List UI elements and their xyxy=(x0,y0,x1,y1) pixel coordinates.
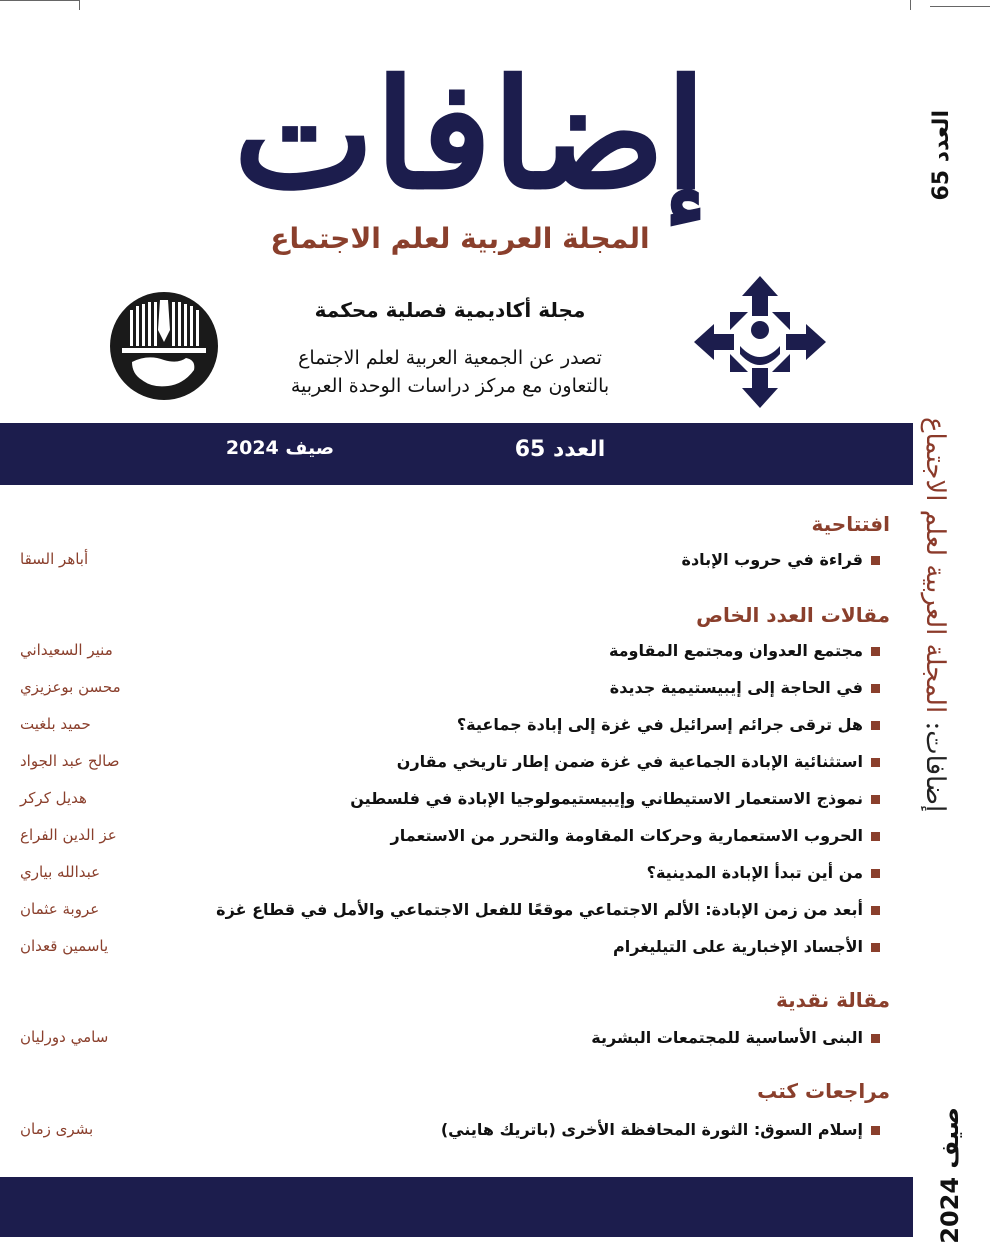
entry-title: نموذج الاستعمار الاستيطاني وإيبيستيمولوجيا الإبادة في فلسطين xyxy=(350,789,863,808)
toc-entry xyxy=(0,789,900,815)
entry-author: أباهر السقا xyxy=(20,550,89,568)
spine-issue xyxy=(906,110,976,201)
publisher-line-2: بالتعاون مع مركز دراسات الوحدة العربية xyxy=(290,375,610,397)
entry-title: في الحاجة إلى إيبيستيمية جديدة xyxy=(609,678,863,697)
spine-journal-name xyxy=(910,405,960,825)
journal-subtitle: المجلة العربية لعلم الاجتماع xyxy=(270,222,650,255)
bullet-icon xyxy=(871,943,880,952)
bullet-icon xyxy=(871,1126,880,1135)
entry-author: منير السعيداني xyxy=(20,641,113,659)
entry-author: عز الدين الفراع xyxy=(20,826,117,844)
publisher-seal-icon xyxy=(108,290,220,402)
entry-author: عبدالله بياري xyxy=(20,863,101,881)
toc-entry xyxy=(0,937,900,963)
bullet-icon xyxy=(871,795,880,804)
bullet-icon xyxy=(871,1034,880,1043)
entry-title: الأجساد الإخبارية على التيليغرام xyxy=(613,937,863,956)
entry-author: بشرى زمان xyxy=(20,1120,94,1138)
section-title: مقالة نقدية xyxy=(776,988,890,1012)
issue-number: العدد 65 xyxy=(514,437,606,462)
toc-entry xyxy=(0,1028,900,1054)
journal-title: إضافات xyxy=(233,47,707,223)
spine-issue-text: العدد 65 xyxy=(928,110,954,201)
bullet-icon xyxy=(871,758,880,767)
entry-author: صالح عبد الجواد xyxy=(20,752,120,770)
spine-season-text: صيف 2024 xyxy=(936,1106,964,1244)
bullet-icon xyxy=(871,556,880,565)
entry-title: الحروب الاستعمارية وحركات المقاومة والتحرر من الاستعمار xyxy=(390,826,863,845)
section-title: مراجعات كتب xyxy=(757,1079,890,1103)
entry-author: ياسمين قعدان xyxy=(20,937,109,955)
entry-title: هل ترقى جرائم إسرائيل في غزة إلى إبادة جماعية؟ xyxy=(456,715,863,734)
bullet-icon xyxy=(871,832,880,841)
spine-name-part2: المجلة العربية لعلم الاجتماع xyxy=(920,417,950,714)
toc-entry xyxy=(0,641,900,667)
section-title: مقالات العدد الخاص xyxy=(696,603,890,627)
entry-title: من أين تبدأ الإبادة المدينية؟ xyxy=(646,863,863,882)
toc-entry xyxy=(0,678,900,704)
toc-entry xyxy=(0,752,900,778)
crop-mark xyxy=(0,0,80,1)
toc-entry xyxy=(0,715,900,741)
spine-season xyxy=(936,1100,964,1250)
bullet-icon xyxy=(871,721,880,730)
journal-info xyxy=(260,298,640,400)
bullet-icon xyxy=(871,869,880,878)
entry-author: عروبة عثمان xyxy=(20,900,100,918)
entry-author: محسن بوعزيزي xyxy=(20,678,121,696)
entry-title: مجتمع العدوان ومجتمع المقاومة xyxy=(608,641,863,660)
section-title: افتتاحية xyxy=(811,512,890,536)
association-emblem-icon xyxy=(690,272,830,412)
journal-logo xyxy=(200,47,740,223)
bullet-icon xyxy=(871,647,880,656)
toc-entry xyxy=(0,550,900,576)
entry-title: قراءة في حروب الإبادة xyxy=(681,550,863,569)
crop-mark xyxy=(930,6,990,7)
entry-title: إسلام السوق: الثورة المحافظة الأخرى (باتريك هايني) xyxy=(440,1120,863,1139)
crop-mark xyxy=(79,0,80,10)
toc-entry xyxy=(0,826,900,852)
journal-type: مجلة أكاديمية فصلية محكمة xyxy=(314,298,586,322)
entry-title: أبعد من زمن الإبادة: الألم الاجتماعي موقعًا للفعل الاجتماعي والأمل في قطاع غزة xyxy=(216,900,863,919)
entry-author: سامي دورليان xyxy=(20,1028,109,1046)
crop-mark xyxy=(910,0,911,10)
issue-season: صيف 2024 xyxy=(225,437,335,459)
toc-entry xyxy=(0,900,900,926)
bullet-icon xyxy=(871,906,880,915)
bullet-icon xyxy=(871,684,880,693)
entry-title: استثنائية الإبادة الجماعية في غزة ضمن إطار تاريخي مقارن xyxy=(396,752,863,771)
toc-entry xyxy=(0,1120,900,1146)
entry-author: هديل كركر xyxy=(20,789,87,807)
spine-name-part1: إضافات: xyxy=(920,721,950,813)
publisher-line-1: تصدر عن الجمعية العربية لعلم الاجتماع xyxy=(298,347,602,369)
footer-band xyxy=(0,1177,913,1237)
toc-entry xyxy=(0,863,900,889)
issue-band xyxy=(0,423,913,485)
entry-title: البنى الأساسية للمجتمعات البشرية xyxy=(591,1028,863,1047)
entry-author: حميد بلغيت xyxy=(20,715,91,733)
